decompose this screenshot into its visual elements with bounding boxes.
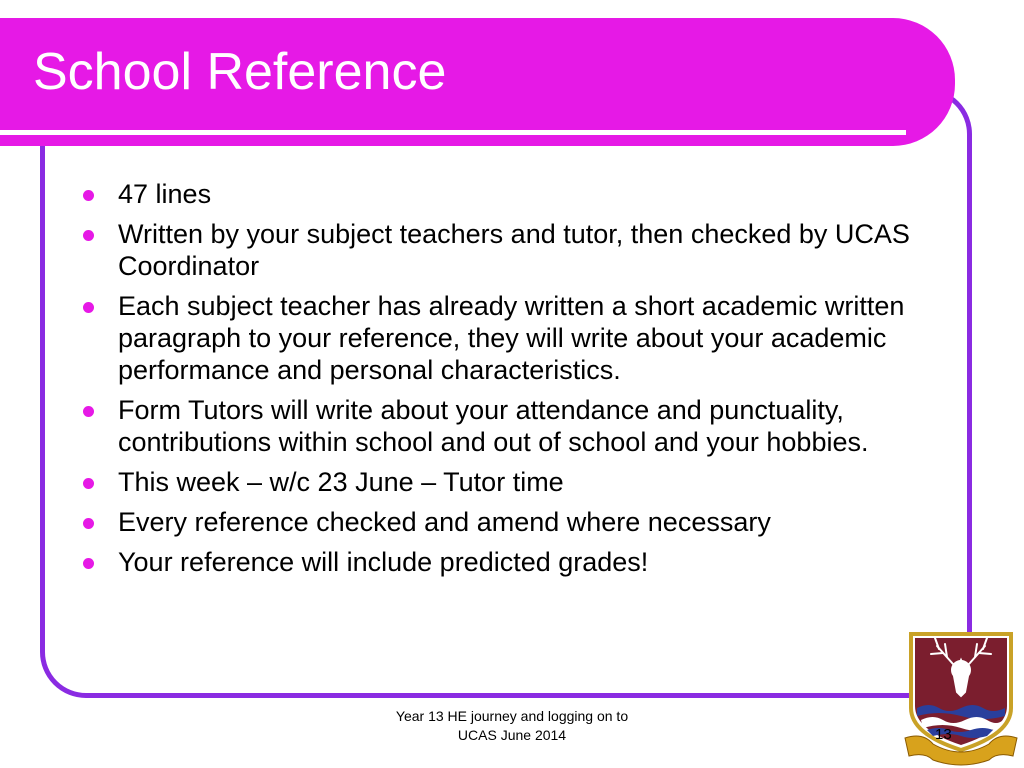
bullet-item: Written by your subject teachers and tutor, then checked by UCAS Coordinator [80,218,960,282]
bullet-item: Each subject teacher has already written a short academic written paragraph to your reference, they will write about your academic performance and personal characteristics. [80,290,960,386]
slide-title: School Reference [33,43,447,101]
slide-footer [352,707,672,745]
bullet-item: 47 lines [80,178,960,210]
bullet-item: This week – w/c 23 June – Tutor time [80,466,960,498]
page-number: 13 [935,726,952,743]
title-underline [0,130,906,135]
footer-line: UCAS June 2014 [457,727,567,743]
bullet-list [80,178,960,586]
bullet-item: Form Tutors will write about your attendance and punctuality, contributions within school and out of school and your hobbies. [80,394,960,458]
bullet-item: Every reference checked and amend where necessary [80,506,960,538]
school-crest-stag-icon [903,630,1019,766]
footer-line: Year 13 HE journey and logging on to [395,708,629,724]
bullet-item: Your reference will include predicted grades! [80,546,960,578]
